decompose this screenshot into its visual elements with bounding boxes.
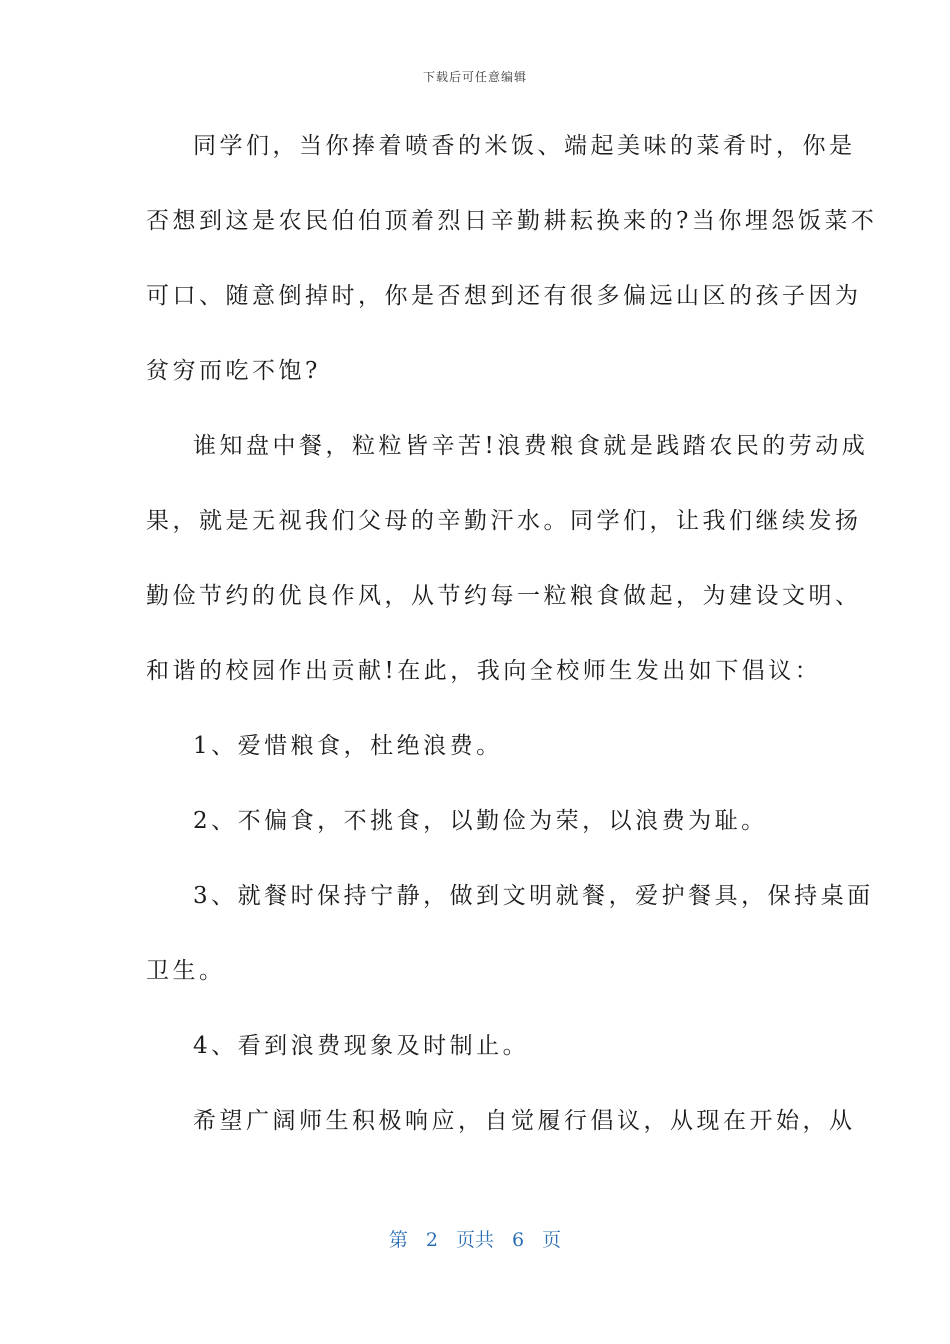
paragraph-line: 勤俭节约的优良作风，从节约每一粒粮食做起，为建设文明、 [146,583,862,609]
current-page-number: 2 [425,1229,438,1251]
total-pages-number: 6 [512,1229,525,1251]
body-text [146,120,878,1170]
page-label-suffix: 页 [542,1229,562,1251]
list-item: 3、就餐时保持宁静，做到文明就餐，爱护餐具，保持桌面 [193,883,874,909]
header-note: 下载后可任意编辑 [422,70,527,84]
paragraph-line: 同学们，当你捧着喷香的米饭、端起美味的菜肴时，你是 [193,133,856,159]
list-item-continuation: 卫生。 [146,958,226,984]
paragraph-line: 贫穷而吃不饱? [146,358,321,384]
paragraph-line: 希望广阔师生积极响应，自觉履行倡议，从现在开始，从 [193,1108,856,1134]
page-label-middle: 页共 [455,1229,494,1251]
paragraph-line: 谁知盘中餐，粒粒皆辛苦!浪费粮食就是践踏农民的劳动成 [193,433,869,459]
list-item: 1、爱惜粮食，杜绝浪费。 [193,733,503,759]
paragraph-line: 和谐的校园作出贡献!在此，我向全校师生发出如下倡议： [146,658,822,684]
paragraph-line: 可口、随意倒掉时，你是否想到还有很多偏远山区的孩子因为 [146,283,862,309]
paragraph-line: 果，就是无视我们父母的辛勤汗水。同学们，让我们继续发扬 [146,508,862,534]
list-item: 2、不偏食，不挑食，以勤俭为荣，以浪费为耻。 [193,808,768,834]
page-number-footer [0,1225,950,1252]
paragraph-line: 否想到这是农民伯伯顶着烈日辛勤耕耘换来的?当你埋怨饭菜不 [146,208,878,234]
page-label-prefix: 第 [388,1229,408,1251]
list-item: 4、看到浪费现象及时制止。 [193,1033,530,1059]
